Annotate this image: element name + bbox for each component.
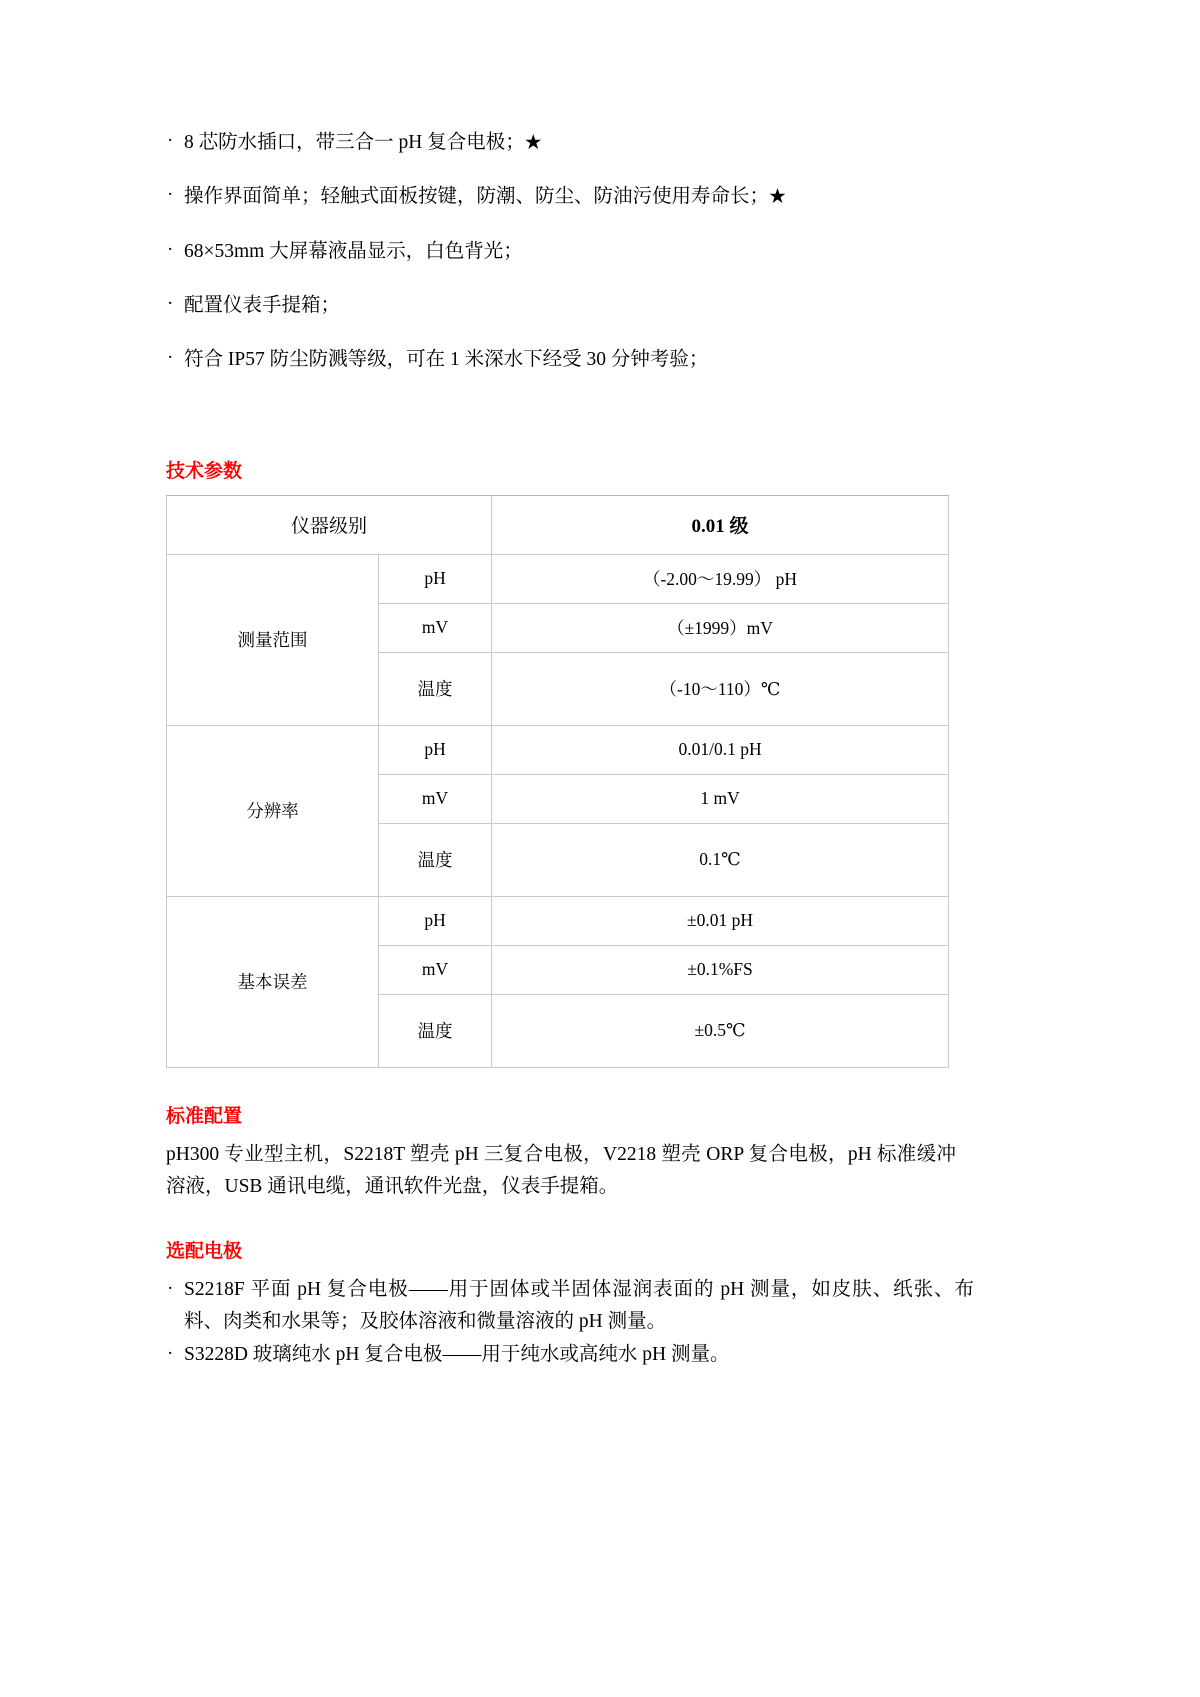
- list-item: [166, 291, 956, 320]
- group-label-resolution: 分辨率: [167, 725, 379, 896]
- table-header-grade-value: 0.01 级: [492, 495, 949, 554]
- bullet-icon: ·: [167, 1343, 174, 1365]
- optional-electrode-text: S2218F 平面 pH 复合电极——用于固体或半固体湿润表面的 pH 测量，如皮肤、纸张、布料、肉类和水果等；及胶体溶液和微量溶液的 pH 测量。: [184, 1279, 974, 1332]
- table-row: [167, 725, 949, 774]
- feature-text: 配置仪表手提箱；: [184, 294, 341, 316]
- feature-text: 68×53mm 大屏幕液晶显示，白色背光；: [184, 240, 523, 262]
- table-row: [167, 554, 949, 603]
- list-item: [166, 1339, 974, 1371]
- spacer: [166, 1203, 956, 1239]
- param-value: ±0.01 pH: [492, 896, 949, 945]
- list-item: [166, 1274, 974, 1337]
- param-value: ±0.1%FS: [492, 945, 949, 994]
- list-item: [166, 237, 956, 266]
- bullet-icon: ·: [167, 184, 174, 206]
- param-label: pH: [379, 554, 492, 603]
- optional-electrode-text: S3228D 玻璃纯水 pH 复合电极——用于纯水或高纯水 pH 测量。: [184, 1344, 730, 1366]
- table-header-row: [167, 495, 949, 554]
- bullet-icon: ·: [167, 347, 174, 368]
- param-label: 温度: [379, 823, 492, 896]
- param-value: （-10～110）℃: [492, 652, 949, 725]
- standard-config-text: pH300 专业型主机，S2218T 塑壳 pH 三复合电极，V2218 塑壳 ORP 复合电极，pH 标准缓冲溶液，USB 通讯电缆，通讯软件光盘，仪表手提箱。: [166, 1144, 956, 1198]
- feature-list: [166, 128, 956, 374]
- bullet-icon: ·: [167, 292, 174, 314]
- param-value: ±0.5℃: [492, 994, 949, 1067]
- page-title-standard-config: 标准配置: [166, 1105, 243, 1127]
- page-title-optional-electrodes: 选配电极: [166, 1240, 243, 1262]
- group-label-basic-error: 基本误差: [167, 896, 379, 1067]
- param-value: （-2.00～19.99） pH: [492, 554, 949, 603]
- feature-text: 操作界面简单；轻触式面板按键，防潮、防尘、防油污使用寿命长；: [184, 186, 770, 208]
- list-item: [166, 182, 956, 211]
- list-item: [166, 128, 956, 157]
- star-icon: ★: [769, 187, 787, 207]
- list-item: [166, 345, 956, 374]
- bullet-icon: ·: [167, 1278, 174, 1300]
- param-value: （±1999）mV: [492, 603, 949, 652]
- spacer: [166, 399, 956, 459]
- specifications-table: [166, 495, 949, 1068]
- bullet-icon: ·: [167, 238, 174, 260]
- table-header-instrument-grade: 仪器级别: [167, 495, 492, 554]
- param-label: 温度: [379, 652, 492, 725]
- param-label: mV: [379, 945, 492, 994]
- bullet-icon: ·: [167, 130, 174, 151]
- param-value: 0.01/0.1 pH: [492, 725, 949, 774]
- param-value: 0.1℃: [492, 823, 949, 896]
- param-label: pH: [379, 725, 492, 774]
- param-label: mV: [379, 603, 492, 652]
- param-label: pH: [379, 896, 492, 945]
- feature-text: 符合 IP57 防尘防溅等级，可在 1 米深水下经受 30 分钟考验；: [184, 349, 709, 370]
- param-label: 温度: [379, 994, 492, 1067]
- star-icon: ★: [524, 133, 542, 152]
- table-row: [167, 896, 949, 945]
- feature-text: 8 芯防水插口，带三合一 pH 复合电极；: [184, 132, 525, 153]
- optional-electrodes-list: [166, 1274, 974, 1371]
- spacer: [166, 1068, 956, 1104]
- page-title-technical-specs: 技术参数: [166, 461, 243, 483]
- group-label-measurement-range: 测量范围: [167, 554, 379, 725]
- param-value: 1 mV: [492, 774, 949, 823]
- param-label: mV: [379, 774, 492, 823]
